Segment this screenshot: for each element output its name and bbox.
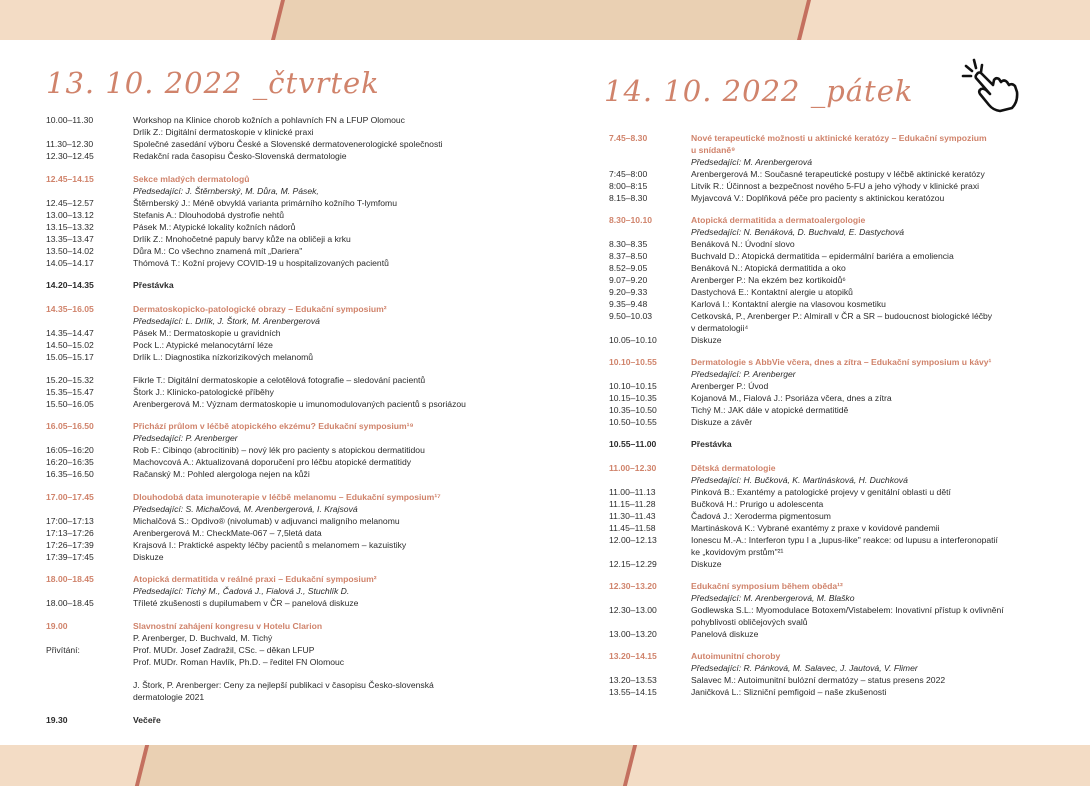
item-text: Cetkovská, P., Arenberger P.: Almirall v ČR a SR – budoucnost biologické léčby bbox=[691, 311, 993, 321]
item-text: Předsedající: Tichý M., Čadová J., Fialová J., Stuchlík D. bbox=[133, 586, 350, 596]
item-text: Godlewska S.L.: Myomodulace Botoxem/Vistabelem: Inovativní přístup k ovlivnění bbox=[691, 605, 1004, 615]
time-label: 8.52–9.05 bbox=[609, 263, 648, 273]
time-label: Přivítání: bbox=[46, 645, 80, 655]
item-text: dermatologie 2021 bbox=[133, 692, 205, 702]
time-label: 16.05–16.50 bbox=[46, 421, 94, 431]
item-text: Litvik R.: Účinnost a bezpečnost nového 5-FU a jeho výhody v klinické praxi bbox=[691, 181, 980, 191]
item-text: Atopická dermatitida a dermatoalergologie bbox=[691, 215, 866, 225]
time-label: 8.30–8.35 bbox=[609, 239, 648, 249]
time-label: 11.30–11.43 bbox=[609, 511, 656, 521]
time-label: 16:05–16:20 bbox=[46, 445, 94, 455]
item-text: Drlík Z.: Mnohočetné papuly barvy kůže na obličeji a krku bbox=[133, 234, 351, 244]
item-text: Krajsová I.: Praktické aspekty léčby pacientů s melanomem – kazuistiky bbox=[133, 540, 407, 550]
item-text: Michalčová S.: Opdivo® (nivolumab) v adjuvanci maligního melanomu bbox=[133, 516, 400, 526]
time-label: 12.30–12.45 bbox=[46, 151, 94, 161]
time-label: 17.00–17.45 bbox=[46, 492, 94, 502]
item-text: Pásek M.: Dermatoskopie u gravidních bbox=[133, 328, 281, 338]
item-text: Prof. MUDr. Roman Havlík, Ph.D. – ředitel FN Olomouc bbox=[133, 657, 345, 667]
bottom-decorative-band bbox=[0, 745, 1090, 786]
time-label: 8.37–8.50 bbox=[609, 251, 648, 261]
time-label: 17:00–17:13 bbox=[46, 516, 94, 526]
item-text: Panelová diskuze bbox=[691, 629, 759, 639]
item-text: Štěrnberský J.: Méně obvyklá varianta primárního kožního T-lymfomu bbox=[133, 198, 397, 208]
item-text: Machovcová A.: Aktualizovaná doporučení pro léčbu atopické dermatitidy bbox=[133, 457, 412, 467]
bottom-band-panel bbox=[135, 745, 635, 786]
item-text: Přestávka bbox=[133, 280, 174, 290]
time-label: 19.00 bbox=[46, 621, 68, 631]
item-text: P. Arenberger, D. Buchvald, M. Tichý bbox=[133, 633, 273, 643]
time-label: 18.00–18.45 bbox=[46, 598, 94, 608]
item-text: Autoimunitní choroby bbox=[691, 651, 781, 661]
time-label: 17:26–17:39 bbox=[46, 540, 94, 550]
time-label: 14.50–15.02 bbox=[46, 340, 94, 350]
time-label: 18.00–18.45 bbox=[46, 574, 94, 584]
time-label: 15.05–15.17 bbox=[46, 352, 94, 362]
item-text: Martinásková K.: Vybrané exantémy z praxe v kovidové pandemii bbox=[691, 523, 940, 533]
item-text: Sekce mladých dermatologů bbox=[133, 174, 250, 184]
time-label: 9.50–10.03 bbox=[609, 311, 653, 321]
time-label: 15.20–15.32 bbox=[46, 375, 94, 385]
item-text: Předsedající: L. Drlík, J. Štork, M. Arenbergerová bbox=[133, 316, 320, 326]
item-text: Fikrle T.: Digitální dermatoskopie a celotělová fotografie – sledování pacientů bbox=[133, 375, 426, 385]
time-label: 12.45–12.57 bbox=[46, 198, 94, 208]
time-label: 13.00–13.20 bbox=[609, 629, 657, 639]
item-text: Rob F.: Cibinqo (abrocitinib) – nový lék pro pacienty s atopickou dermatitidou bbox=[133, 445, 425, 455]
item-text: Večeře bbox=[133, 715, 161, 725]
item-text: Dermatoskopicko-patologické obrazy – Edukační symposium² bbox=[133, 304, 387, 314]
time-label: 12.45–14.15 bbox=[46, 174, 94, 184]
time-label: 11.15–11.28 bbox=[609, 499, 656, 509]
time-label: 10.10–10.15 bbox=[609, 381, 657, 391]
item-text: Benáková N.: Atopická dermatitida a oko bbox=[691, 263, 846, 273]
item-text: Tříleté zkušenosti s dupilumabem v ČR – panelová diskuze bbox=[133, 598, 359, 608]
time-label: 8.15–8.30 bbox=[609, 193, 648, 203]
item-text: Důra M.: Co všechno znamená mít „Dariera" bbox=[133, 246, 303, 256]
time-label: 13.20–14.15 bbox=[609, 651, 657, 661]
item-text: Myjavcová V.: Doplňková péče pro pacienty s aktinickou keratózou bbox=[691, 193, 945, 203]
item-text: Pinková B.: Exantémy a patologické projevy v genitální oblasti u dětí bbox=[691, 487, 951, 497]
item-text: Drlík L.: Diagnostika nízkorizikových melanomů bbox=[133, 352, 314, 362]
item-text: Arenbergerová M.: Význam dermatoskopie u imunomodulovaných pacientů s psoriázou bbox=[133, 399, 466, 409]
item-text: Předsedající: P. Arenberger bbox=[133, 433, 238, 443]
item-text: v dermatologii⁴ bbox=[691, 323, 749, 333]
time-label: 11.30–12.30 bbox=[46, 139, 94, 149]
item-text: Diskuze bbox=[691, 335, 722, 345]
item-text: Drlík Z.: Digitální dermatoskopie v klinické praxi bbox=[133, 127, 314, 137]
item-text: Bučková H.: Prurigo u adolescenta bbox=[691, 499, 824, 509]
time-label: 10.55–11.00 bbox=[609, 439, 657, 449]
item-text: Dlouhodobá data imunoterapie v léčbě melanomu – Edukační symposium¹⁷ bbox=[133, 492, 441, 502]
time-label: 8.30–10.10 bbox=[609, 215, 653, 225]
item-text: Ionescu M.-A.: Interferon typu I a „lupus-like" reakce: od lupusu a interferonopatií bbox=[691, 535, 998, 545]
item-text: J. Štork, P. Arenberger: Ceny za nejlepší publikaci v časopisu Česko-slovenská bbox=[133, 680, 434, 690]
item-text: Dastychová E.: Kontaktní alergie u atopiků bbox=[691, 287, 853, 297]
item-text: Stefanis A.: Dlouhodobá dystrofie nehtů bbox=[133, 210, 284, 220]
top-band-panel bbox=[273, 0, 811, 40]
time-label: 10.05–10.10 bbox=[609, 335, 657, 345]
item-text: Redakční rada časopisu Česko-Slovenská dermatologie bbox=[133, 151, 347, 161]
time-label: 14.35–16.05 bbox=[46, 304, 94, 314]
item-text: Čadová J.: Xeroderma pigmentosum bbox=[691, 511, 831, 521]
time-label: 14.05–14.17 bbox=[46, 258, 94, 268]
item-text: Arenbergerová M.: CheckMate-067 – 7,5letá data bbox=[133, 528, 322, 538]
tapping-hand-icon bbox=[960, 58, 1020, 113]
time-label: 10.10–10.55 bbox=[609, 357, 657, 367]
time-label: 11.45–11.58 bbox=[609, 523, 656, 533]
item-text: Přestávka bbox=[691, 439, 732, 449]
time-label: 9.35–9.48 bbox=[609, 299, 648, 309]
time-label: 10.50–10.55 bbox=[609, 417, 657, 427]
item-text: Štork J.: Klinicko-patologické příběhy bbox=[133, 387, 274, 397]
item-text: Slavnostní zahájení kongresu v Hotelu Clarion bbox=[133, 621, 323, 631]
item-text: Dermatologie s AbbVie včera, dnes a zítra – Edukační symposium u kávy¹ bbox=[691, 357, 992, 367]
item-text: Arenberger P.: Úvod bbox=[691, 381, 769, 391]
time-label: 12.15–12.29 bbox=[609, 559, 657, 569]
item-text: Nové terapeutické možnosti u aktinické keratózy – Edukační sympozium bbox=[691, 133, 987, 143]
friday-title: 14. 10. 2022 _pátek bbox=[604, 74, 914, 108]
item-text: Karlová I.: Kontaktní alergie na vlasovou kosmetiku bbox=[691, 299, 886, 309]
time-label: 11.00–11.13 bbox=[609, 487, 656, 497]
item-text: Předsedající: M. Arenbergerová, M. Blaško bbox=[691, 593, 855, 603]
item-text: Diskuze bbox=[133, 552, 164, 562]
item-text: u snídaně⁹ bbox=[691, 145, 736, 155]
time-label: 9.07–9.20 bbox=[609, 275, 648, 285]
item-text: Předsedající: N. Benáková, D. Buchvald, E. Dastychová bbox=[691, 227, 905, 237]
item-text: Benáková N.: Úvodní slovo bbox=[691, 239, 795, 249]
time-label: 13.15–13.32 bbox=[46, 222, 94, 232]
time-label: 17:13–17:26 bbox=[46, 528, 94, 538]
item-text: Tichý M.: JAK dále v atopické dermatitidě bbox=[691, 405, 849, 415]
time-label: 7.45–8.30 bbox=[609, 133, 648, 143]
item-text: Workshop na Klinice chorob kožních a pohlavních FN a LFUP Olomouc bbox=[133, 115, 405, 125]
item-text: Předsedající: P. Arenberger bbox=[691, 369, 796, 379]
item-text: Pásek M.: Atypické lokality kožních nádorů bbox=[133, 222, 296, 232]
time-label: 7:45–8:00 bbox=[609, 169, 648, 179]
item-text: Račanský M.: Pohled alergologa nejen na kůži bbox=[133, 469, 310, 479]
item-text: Salavec M.: Autoimunitní bulózní dermatózy – status presens 2022 bbox=[691, 675, 946, 685]
time-label: 9.20–9.33 bbox=[609, 287, 648, 297]
item-text: Atopická dermatitida v reálné praxi – Edukační symposium² bbox=[133, 574, 377, 584]
item-text: Předsedající: H. Bučková, K. Martinásková, H. Duchková bbox=[691, 475, 908, 485]
time-label: 8:00–8:15 bbox=[609, 181, 648, 191]
item-text: Prof. MUDr. Josef Zadražil, CSc. – děkan LFUP bbox=[133, 645, 315, 655]
item-text: Přichází průlom v léčbě atopického ekzému? Edukační symposium¹⁹ bbox=[133, 421, 414, 431]
item-text: Thómová T.: Kožní projevy COVID-19 u hospitalizovaných pacientů bbox=[133, 258, 389, 268]
time-label: 11.00–12.30 bbox=[609, 463, 657, 473]
top-decorative-band bbox=[0, 0, 1090, 40]
time-label: 12.00–12.13 bbox=[609, 535, 657, 545]
time-label: 12.30–13.00 bbox=[609, 605, 657, 615]
item-text: Arenberger P.: Na ekzém bez kortikoidů⁶ bbox=[691, 275, 846, 285]
item-text: Společné zasedání výboru České a Slovenské dermatovenerologické společnosti bbox=[133, 139, 443, 149]
time-label: 10.15–10.35 bbox=[609, 393, 657, 403]
time-label: 15.35–15.47 bbox=[46, 387, 94, 397]
item-text: Předsedající: J. Štěrnberský, M. Důra, M. Pásek, bbox=[133, 186, 319, 196]
time-label: 15.50–16.05 bbox=[46, 399, 94, 409]
time-label: 10.00–11.30 bbox=[46, 115, 94, 125]
item-text: Kojanová M., Fialová J.: Psoriáza včera, dnes a zítra bbox=[691, 393, 892, 403]
item-text: Předsedající: R. Pánková, M. Salavec, J. Jautová, V. Flimer bbox=[691, 663, 918, 673]
item-text: Pock L.: Atypické melanocytární léze bbox=[133, 340, 273, 350]
thursday-title: 13. 10. 2022 _čtvrtek bbox=[46, 66, 380, 100]
time-label: 13.50–14.02 bbox=[46, 246, 94, 256]
time-label: 12.30–13.20 bbox=[609, 581, 657, 591]
item-text: Janičková L.: Slizniční pemfigoid – naše zkušenosti bbox=[691, 687, 887, 697]
time-label: 10.35–10.50 bbox=[609, 405, 657, 415]
time-label: 13.20–13.53 bbox=[609, 675, 657, 685]
time-label: 13.00–13.12 bbox=[46, 210, 94, 220]
item-text: ke „kovidovým prstům"²¹ bbox=[691, 547, 784, 557]
item-text: Buchvald D.: Atopická dermatitida – epidermální bariéra a emoliencia bbox=[691, 251, 954, 261]
item-text: pohyblivosti obličejových svalů bbox=[691, 617, 808, 627]
time-label: 17:39–17:45 bbox=[46, 552, 94, 562]
time-label: 14.35–14.47 bbox=[46, 328, 94, 338]
time-label: 19.30 bbox=[46, 715, 68, 725]
time-label: 13.55–14.15 bbox=[609, 687, 657, 697]
time-label: 16.35–16.50 bbox=[46, 469, 94, 479]
item-text: Diskuze a závěr bbox=[691, 417, 753, 427]
time-label: 16:20–16:35 bbox=[46, 457, 94, 467]
item-text: Diskuze bbox=[691, 559, 722, 569]
item-text: Dětská dermatologie bbox=[691, 463, 776, 473]
item-text: Edukační symposium během oběda¹² bbox=[691, 581, 843, 591]
time-label: 14.20–14.35 bbox=[46, 280, 94, 290]
item-text: Předsedající: S. Michalčová, M. Arenbergerová, I. Krajsová bbox=[133, 504, 358, 514]
time-label: 13.35–13.47 bbox=[46, 234, 94, 244]
item-text: Předsedající: M. Arenbergerová bbox=[691, 157, 813, 167]
item-text: Arenbergerová M.: Současné terapeutické postupy v léčbě aktinické keratózy bbox=[691, 169, 985, 179]
